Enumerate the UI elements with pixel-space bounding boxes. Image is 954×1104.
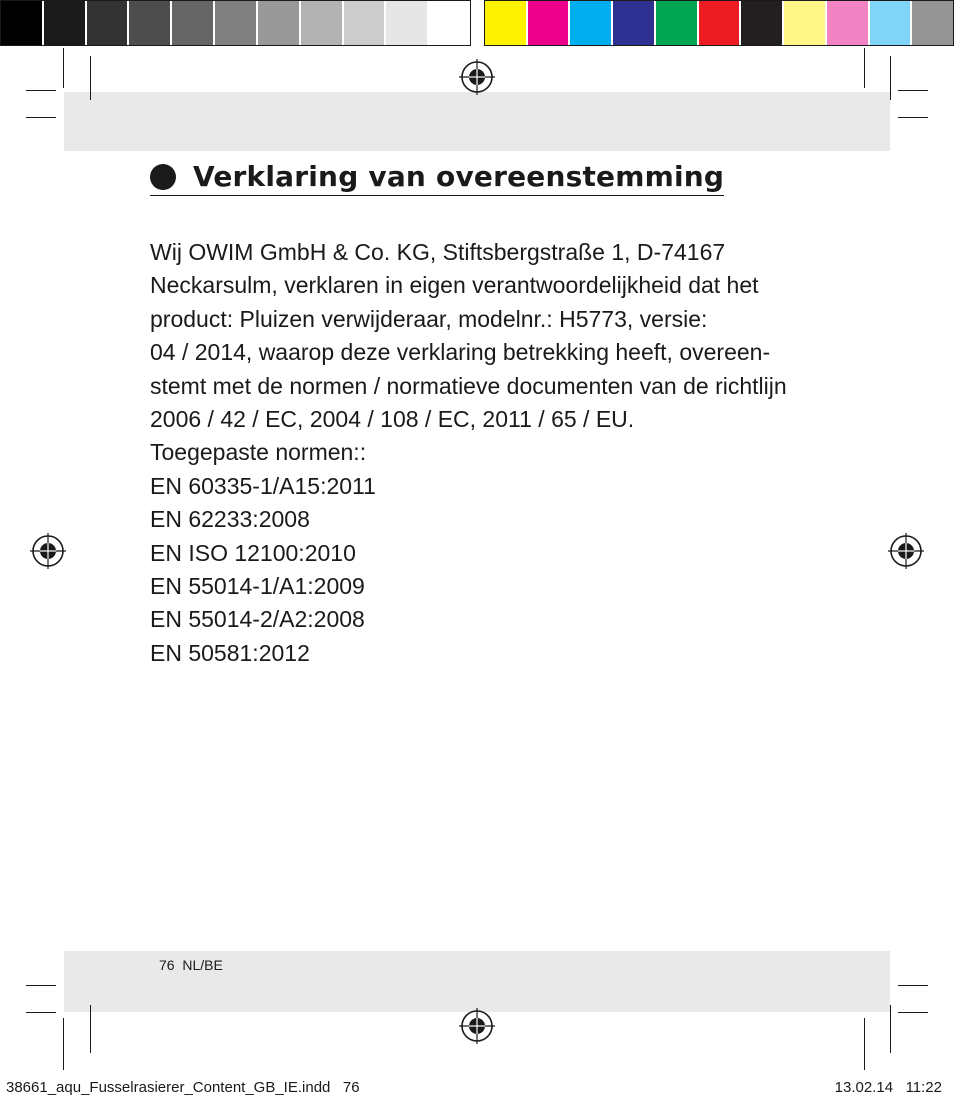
crop-mark xyxy=(898,117,928,118)
crop-mark xyxy=(90,1005,91,1053)
crop-mark xyxy=(63,48,64,88)
slug-file-info xyxy=(6,1079,360,1096)
registration-mark-icon xyxy=(459,59,495,95)
grayscale-swatch xyxy=(429,1,470,45)
standard-item: EN 55014-2/A2:2008 xyxy=(150,606,365,633)
grayscale-swatch xyxy=(215,1,258,45)
process-color-swatch xyxy=(784,1,827,45)
crop-mark xyxy=(864,1018,865,1070)
crop-mark xyxy=(898,1012,928,1013)
crop-mark xyxy=(26,117,56,118)
crop-mark xyxy=(890,1005,891,1053)
grayscale-swatch xyxy=(386,1,429,45)
page-number: 76 xyxy=(159,957,175,973)
header-band xyxy=(64,92,890,151)
grayscale-swatch xyxy=(172,1,215,45)
registration-mark-icon xyxy=(30,533,66,569)
standard-item: EN 50581:2012 xyxy=(150,639,310,666)
process-color-swatch xyxy=(912,1,953,45)
grayscale-swatch xyxy=(301,1,344,45)
crop-mark xyxy=(26,1012,56,1013)
bullet-icon xyxy=(150,164,176,190)
grayscale-swatch xyxy=(44,1,87,45)
body-line: Toegepaste normen:: xyxy=(150,439,367,466)
crop-mark xyxy=(890,56,891,100)
body-line: Wij OWIM GmbH & Co. KG, Stiftsbergstraße 1, D-74167 xyxy=(150,239,726,265)
language-code: NL/BE xyxy=(182,957,223,973)
heading-title: Verklaring van overeenstemming xyxy=(193,160,725,193)
grayscale-swatch xyxy=(1,1,44,45)
slug-page: 76 xyxy=(342,1079,360,1096)
body-line: product: Pluizen verwijderaar, modelnr.: H5773, versie: xyxy=(150,305,708,332)
crop-mark xyxy=(90,56,91,100)
standard-item: EN ISO 12100:2010 xyxy=(150,539,356,566)
process-color-swatch xyxy=(613,1,656,45)
process-color-swatch xyxy=(485,1,528,45)
grayscale-swatch xyxy=(87,1,130,45)
crop-mark xyxy=(898,985,928,986)
process-color-swatch xyxy=(528,1,571,45)
process-color-swatch xyxy=(699,1,742,45)
section-heading xyxy=(150,160,724,196)
process-color-swatch xyxy=(870,1,913,45)
process-color-swatch xyxy=(656,1,699,45)
process-color-swatch xyxy=(570,1,613,45)
slug-time: 11:22 xyxy=(905,1079,942,1096)
grayscale-swatch xyxy=(344,1,387,45)
crop-mark xyxy=(898,90,928,91)
registration-mark-icon xyxy=(888,533,924,569)
body-line: 04 / 2014, waarop deze verklaring betrekking heeft, overeen- xyxy=(150,339,771,366)
grayscale-swatch xyxy=(129,1,172,45)
standard-item: EN 62233:2008 xyxy=(150,506,310,533)
crop-mark xyxy=(26,985,56,986)
process-color-swatch xyxy=(827,1,870,45)
standard-item: EN 60335-1/A15:2011 xyxy=(150,472,376,499)
slug-date: 13.02.14 xyxy=(834,1079,894,1096)
crop-mark xyxy=(63,1018,64,1070)
body-line: 2006 / 42 / EC, 2004 / 108 / EC, 2011 / 65 / EU. xyxy=(150,406,635,433)
process-color-bar xyxy=(484,0,954,46)
grayscale-swatch xyxy=(258,1,301,45)
page-footer-label xyxy=(159,957,223,973)
body-line: Neckarsulm, verklaren in eigen verantwoordelijkheid dat het xyxy=(150,272,759,299)
standard-item: EN 55014-1/A1:2009 xyxy=(150,573,365,600)
slug-datetime xyxy=(835,1079,942,1096)
slug-filename: 38661_aqu_Fusselrasierer_Content_GB_IE.indd xyxy=(6,1079,331,1096)
process-color-swatch xyxy=(741,1,784,45)
crop-mark xyxy=(26,90,56,91)
crop-mark xyxy=(864,48,865,88)
registration-mark-icon xyxy=(459,1008,495,1044)
declaration-body xyxy=(150,236,830,670)
grayscale-color-bar xyxy=(0,0,471,46)
body-line: stemt met de normen / normatieve documenten van de richtlijn xyxy=(150,372,787,399)
